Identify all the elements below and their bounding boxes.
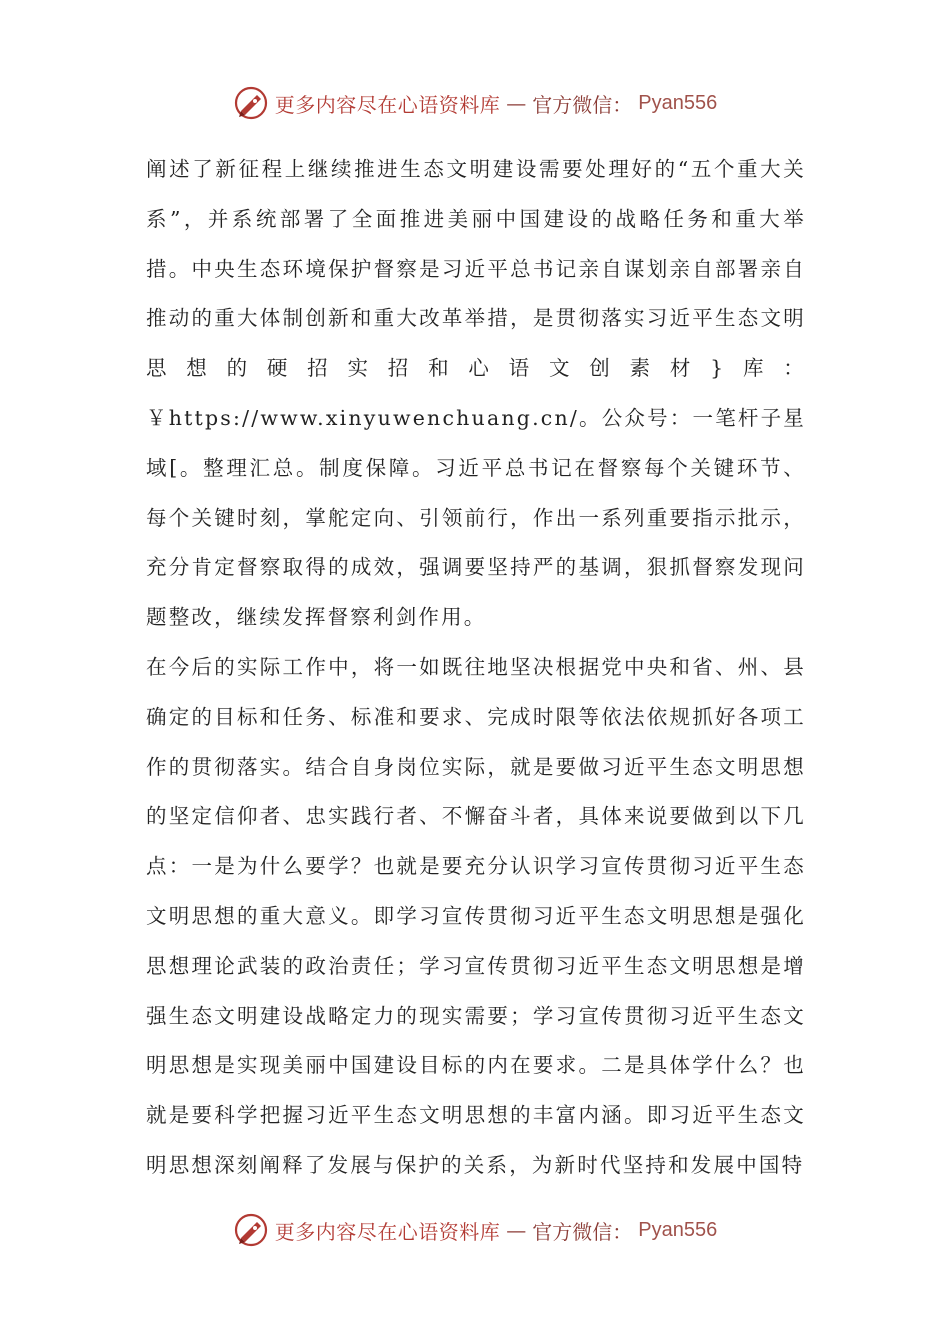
banner-wechat-label: 官方微信：: [532, 92, 633, 117]
banner-wechat-label: 官方微信：: [532, 1219, 633, 1244]
banner-wechat-handle: Pyan556: [638, 1218, 718, 1241]
pen-logo-icon: [233, 85, 269, 121]
banner-separator: —: [506, 91, 527, 115]
paragraph: 在今后的实际工作中，将一如既往地坚决根据党中央和省、州、县确定的目标和任务、标准和要求、完成时限等依法依规抓好各项工作的贯彻落实。结合自身岗位实际，就是要做习近平生态文明思想的坚定信仰者、忠实践行者、不懈奋斗者，具体来说要做到以下几点：一是为什么要学？也就是要充分认识学习宣传贯彻习近平生态文明思想的重大意义。即学习宣传贯彻习近平生态文明思想是强化思想理论武装的政治责任；学习宣传贯彻习近平生态文明思想是增强生态文明建设战略定力的现实需要；学习宣传贯彻习近平生态文明思想是实现美丽中国建设目标的内在要求。二是具体学什么？也就是要科学把握习近平生态文明思想的丰富内涵。即习近平生态文明思想深刻阐释了发展与保护的关系，为新时代坚持和发展中国特: [146, 654, 806, 1177]
pen-logo-icon: [233, 1212, 269, 1248]
banner-wechat-handle: Pyan556: [638, 91, 718, 114]
header-banner: [0, 83, 950, 123]
banner-separator: —: [506, 1218, 527, 1242]
document-body: [146, 145, 806, 1191]
footer-banner: [0, 1210, 950, 1250]
banner-brand-text: 更多内容尽在心语资料库: [274, 92, 501, 117]
banner-brand-text: 更多内容尽在心语资料库: [274, 1219, 501, 1244]
paragraph: 阐述了新征程上继续推进生态文明建设需要处理好的“五个重大关系”，并系统部署了全面推进美丽中国建设的战略任务和重大举措。中央生态环境保护督察是习近平总书记亲自谋划亲自部署亲自推动的重大体制创新和重大改革举措，是贯彻落实习近平生态文明思想的硬招实招和心语文创素材}库：￥https://www.xinyuwenchuang.cn/。公众号：一笔杆子星域[。整理汇总。制度保障。习近平总书记在督察每个关键环节、每个关键时刻，掌舵定向、引领前行，作出一系列重要指示批示，充分肯定督察取得的成效，强调要坚持严的基调，狠抓督察发现问题整改，继续发挥督察利剑作用。: [146, 157, 806, 630]
